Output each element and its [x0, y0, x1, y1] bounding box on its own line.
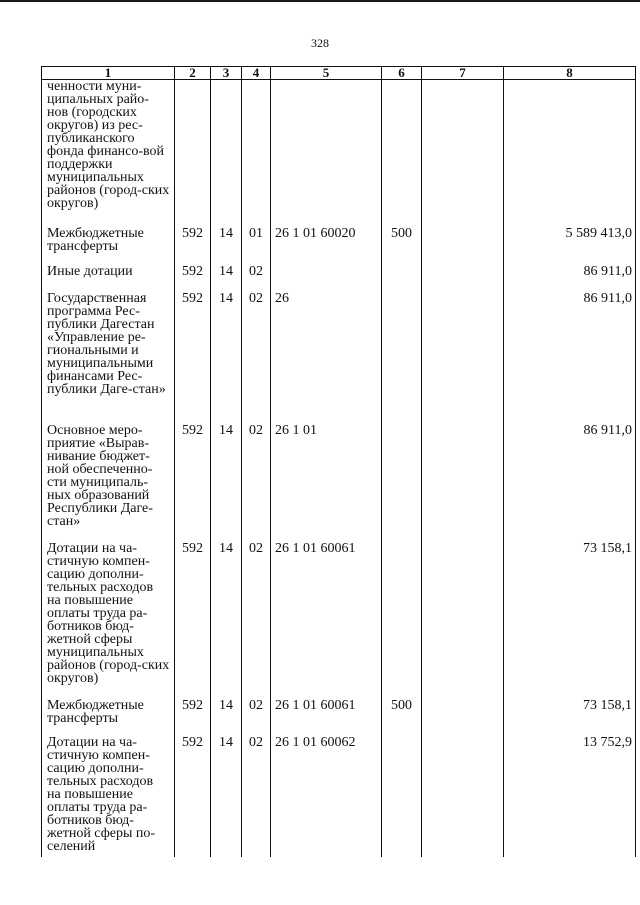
cell-col8: 86 911,0 — [504, 290, 636, 422]
cell-name: Межбюджетные трансферты — [42, 225, 175, 263]
cell-col7 — [422, 80, 504, 226]
cell-name: Иные дотации — [42, 263, 175, 290]
cell-col3: 14 — [211, 540, 242, 697]
cell-col8 — [504, 80, 636, 226]
cell-col6: 500 — [382, 225, 422, 263]
cell-name: Дотации на ча-стичную компен-сацию дополни-тельных расходов на повышение оплаты труда ра-ботников бюд-жетной сферы по-селений — [42, 734, 175, 857]
cell-col2 — [175, 80, 211, 226]
cell-col5: 26 — [271, 290, 382, 422]
column-header: 8 — [504, 67, 636, 80]
cell-col6 — [382, 422, 422, 540]
cell-col6 — [382, 540, 422, 697]
cell-col4 — [242, 80, 271, 226]
cell-col6: 500 — [382, 697, 422, 734]
cell-col3: 14 — [211, 697, 242, 734]
cell-col5: 26 1 01 — [271, 422, 382, 540]
table-row — [42, 422, 636, 540]
cell-col7 — [422, 263, 504, 290]
cell-col5 — [271, 263, 382, 290]
column-header: 3 — [211, 67, 242, 80]
cell-col5: 26 1 01 60061 — [271, 540, 382, 697]
cell-col5: 26 1 01 60061 — [271, 697, 382, 734]
column-header: 5 — [271, 67, 382, 80]
cell-col6 — [382, 734, 422, 857]
column-header: 2 — [175, 67, 211, 80]
table-row — [42, 697, 636, 734]
cell-name: Государственная программа Рес-публики Дагестан «Управление ре-гиональными и муниципальными финансами Рес-публики Даге-стан» — [42, 290, 175, 422]
cell-col7 — [422, 290, 504, 422]
cell-col3: 14 — [211, 225, 242, 263]
cell-col2: 592 — [175, 540, 211, 697]
cell-name: Межбюджетные трансферты — [42, 697, 175, 734]
cell-col3 — [211, 80, 242, 226]
table-row — [42, 263, 636, 290]
cell-col3: 14 — [211, 734, 242, 857]
cell-col8: 73 158,1 — [504, 540, 636, 697]
table-row — [42, 290, 636, 422]
cell-col2: 592 — [175, 225, 211, 263]
cell-name: ченности муни-ципальных райо-нов (городских округов) из рес-публиканского фонда финансо-вой поддержки муниципальных районов (город-ских округов) — [42, 80, 175, 226]
cell-col4: 02 — [242, 540, 271, 697]
cell-col5: 26 1 01 60020 — [271, 225, 382, 263]
cell-col8: 73 158,1 — [504, 697, 636, 734]
cell-col4: 02 — [242, 697, 271, 734]
cell-col2: 592 — [175, 697, 211, 734]
cell-col7 — [422, 225, 504, 263]
cell-col7 — [422, 540, 504, 697]
cell-col3: 14 — [211, 263, 242, 290]
column-header: 1 — [42, 67, 175, 80]
table-body — [42, 80, 636, 858]
page-top-edge — [0, 0, 640, 2]
cell-col4: 02 — [242, 263, 271, 290]
cell-col7 — [422, 734, 504, 857]
cell-col4: 01 — [242, 225, 271, 263]
cell-col5: 26 1 01 60062 — [271, 734, 382, 857]
table-row — [42, 540, 636, 697]
budget-table — [41, 66, 636, 857]
table-row — [42, 225, 636, 263]
table-row — [42, 80, 636, 226]
cell-col2: 592 — [175, 422, 211, 540]
cell-col6 — [382, 263, 422, 290]
cell-col2: 592 — [175, 263, 211, 290]
cell-col2: 592 — [175, 290, 211, 422]
cell-col6 — [382, 80, 422, 226]
cell-col8: 86 911,0 — [504, 422, 636, 540]
cell-col3: 14 — [211, 290, 242, 422]
cell-col4: 02 — [242, 290, 271, 422]
cell-name: Основное меро-приятие «Вырав-нивание бюджет-ной обеспеченно-сти муниципаль-ных образований Республики Даге-стан» — [42, 422, 175, 540]
cell-col6 — [382, 290, 422, 422]
cell-col2: 592 — [175, 734, 211, 857]
table-header — [42, 67, 636, 80]
cell-col3: 14 — [211, 422, 242, 540]
cell-name: Дотации на ча-стичную компен-сацию дополни-тельных расходов на повышение оплаты труда ра-ботников бюд-жетной сферы муниципальных районов (город-ских округов) — [42, 540, 175, 697]
cell-col7 — [422, 697, 504, 734]
cell-col5 — [271, 80, 382, 226]
page-number: 328 — [311, 36, 329, 50]
cell-col8: 86 911,0 — [504, 263, 636, 290]
cell-col4: 02 — [242, 422, 271, 540]
column-header: 4 — [242, 67, 271, 80]
cell-col8: 13 752,9 — [504, 734, 636, 857]
column-header: 6 — [382, 67, 422, 80]
cell-col8: 5 589 413,0 — [504, 225, 636, 263]
cell-col7 — [422, 422, 504, 540]
cell-col4: 02 — [242, 734, 271, 857]
table-row — [42, 734, 636, 857]
column-header: 7 — [422, 67, 504, 80]
